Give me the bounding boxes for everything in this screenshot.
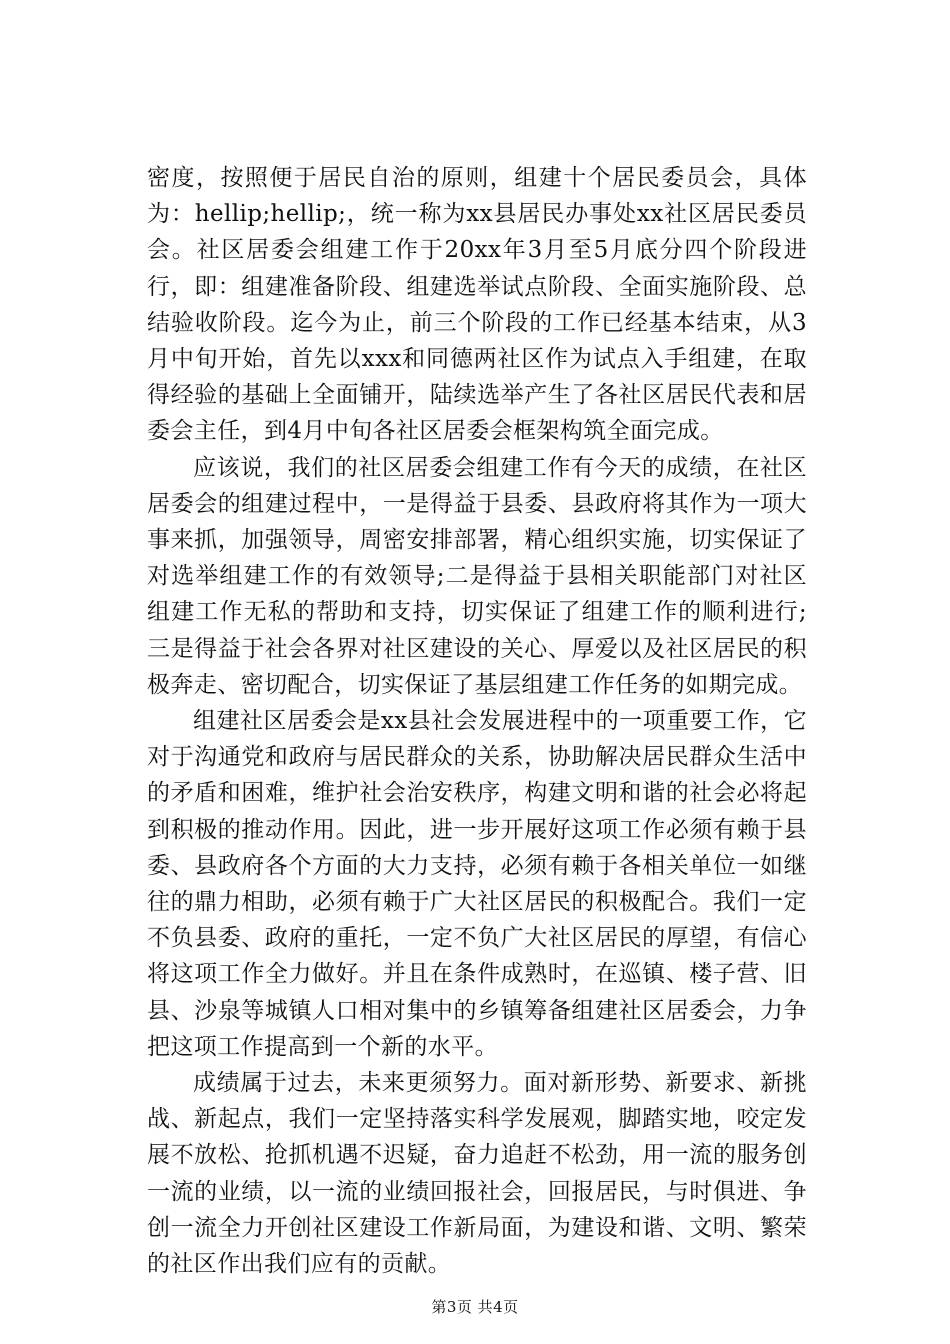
paragraph: 应该说，我们的社区居委会组建工作有今天的成绩，在社区居委会的组建过程中，一是得益于县委、县政府将其作为一项大事来抓，加强领导，周密安排部署，精心组织实施，切实保证了对选举组建工作的有效领导;二是得益于县相关职能部门对社区组建工作无私的帮助和支持，切实保证了组建工作的顺利进行;三是得益于社会各界对社区建设的关心、厚爱以及社区居民的积极奔走、密切配合，切实保证了基层组建工作任务的如期完成。 [147, 454, 807, 698]
paragraph: 成绩属于过去，未来更须努力。面对新形势、新要求、新挑战、新起点，我们一定坚持落实科学发展观，脚踏实地，咬定发展不放松、抢抓机遇不迟疑，奋力追赶不松劲，用一流的服务创一流的业绩，以一流的业绩回报社会，回报居民，与时俱进、争创一流全力开创社区建设工作新局面，为建设和谐、文明、繁荣的社区作出我们应有的贡献。 [147, 1070, 807, 1278]
document-body [147, 160, 807, 1282]
page-number-footer: 第3页 共4页 [431, 1298, 519, 1316]
paragraph-continued: 密度，按照便于居民自治的原则，组建十个居民委员会，具体为：hellip;hellip;，统一称为xx县居民办事处xx社区居民委员会。社区居委会组建工作于20xx年3月至5月底分四个阶段进行，即：组建准备阶段、组建选举试点阶段、全面实施阶段、总结验收阶段。迄今为止，前三个阶段的工作已经基本结束，从3月中旬开始，首先以xxx和同德两社区作为试点入手组建，在取得经验的基础上全面铺开，陆续选举产生了各社区居民代表和居委会主任，到4月中旬各社区居委会框架构筑全面完成。 [147, 165, 807, 445]
paragraph: 组建社区居委会是xx县社会发展进程中的一项重要工作，它对于沟通党和政府与居民群众的关系，协助解决居民群众生活中的矛盾和困难，维护社会治安秩序，构建文明和谐的社会必将起到积极的推动作用。因此，进一步开展好这项工作必须有赖于县委、县政府各个方面的大力支持，必须有赖于各相关单位一如继往的鼎力相助，必须有赖于广大社区居民的积极配合。我们一定不负县委、政府的重托，一定不负广大社区居民的厚望，有信心将这项工作全力做好。并且在条件成熟时，在巡镇、楼子营、旧县、沙泉等城镇人口相对集中的乡镇筹备组建社区居委会，力争把这项工作提高到一个新的水平。 [147, 708, 807, 1060]
